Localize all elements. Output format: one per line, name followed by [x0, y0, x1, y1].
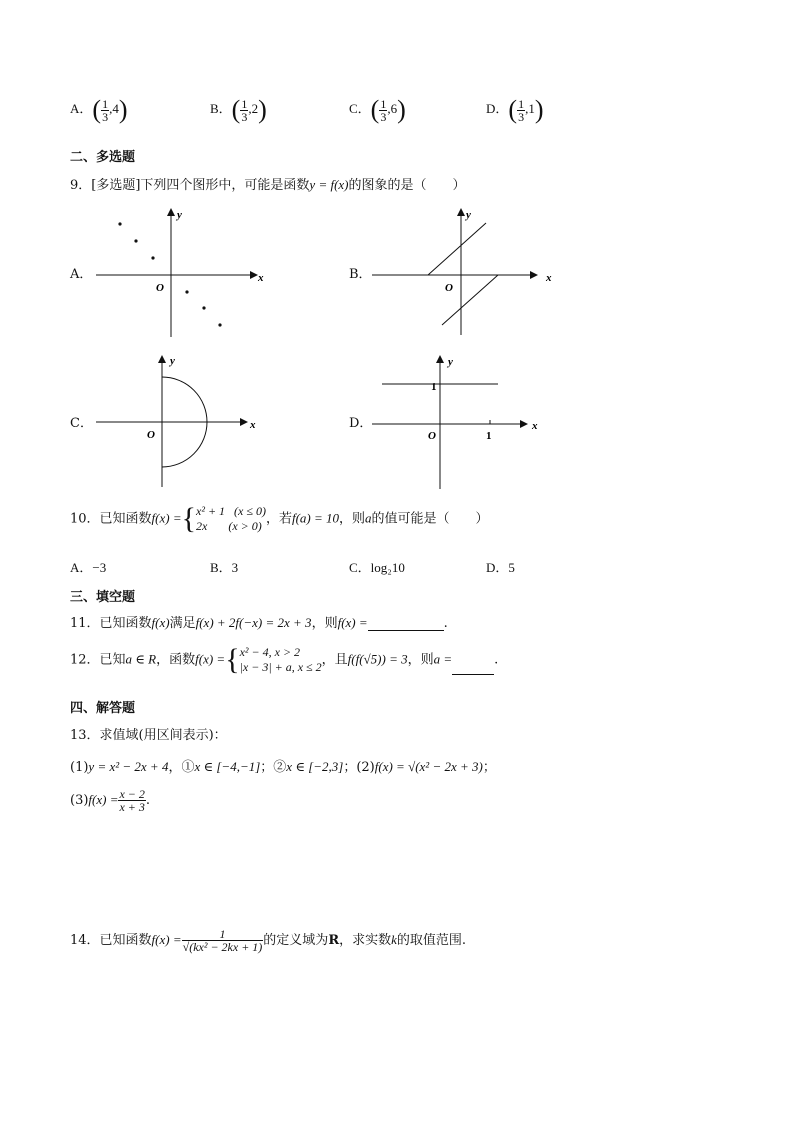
q9-graph-c [90, 352, 290, 492]
q9-a-axis-x: x [258, 272, 264, 284]
question-13-part-3: (3)f(x) = $\frac{x - 2}{x + 3}$ . [70, 787, 151, 814]
q9-d-origin: O [428, 430, 436, 442]
q9-b-axis-x: x [546, 272, 552, 284]
q9-graph-d-label: D． [349, 416, 373, 431]
q9-c-axis-x: x [250, 419, 256, 431]
q9-formula: y = f(x) [309, 177, 349, 192]
q9-graph-d [370, 352, 570, 492]
q10-option-a[interactable]: A．−3 [70, 560, 107, 575]
q11-answer-blank[interactable] [368, 616, 444, 631]
section-heading-multiple-choice: 二、多选题 [70, 150, 136, 165]
question-14: 14．已知函数f(x) = $\frac{1}{\text{√(kx² − 2kx + 1)}}$ 的定义域为R，求实数k的取值范围. [70, 927, 467, 954]
q8-option-a[interactable]: A．( $\frac{1}{3}$ ,4) [70, 95, 128, 124]
q9-a-axis-y: y [177, 209, 182, 221]
q8-option-c[interactable]: C．( $\frac{1}{3}$ ,6) [349, 95, 406, 124]
q9-b-origin: O [445, 282, 453, 294]
q9-d-tick-y: 1 [431, 381, 437, 393]
question-13-title: 13．求值域(用区间表示)： [70, 728, 227, 743]
q9-c-origin: O [147, 429, 155, 441]
q8-option-b[interactable]: B．( $\frac{1}{3}$ ,2) [210, 95, 267, 124]
q10-option-c[interactable]: C．log₂10 [349, 560, 405, 575]
q9-d-tick-x: 1 [486, 430, 492, 442]
q9-b-axis-y: y [466, 209, 471, 221]
q9-c-axis-y: y [170, 355, 175, 367]
q9-graph-b [370, 205, 570, 340]
q9-d-axis-y: y [448, 356, 453, 368]
q9-graph-a-label: A． [70, 267, 93, 282]
q9-graph-b-label: B． [349, 267, 372, 282]
section-heading-fill-in: 三、填空题 [70, 590, 136, 605]
q9-graph-a [90, 205, 290, 340]
question-10: 10．已知函数f(x) ={ x² + 1 (x ≤ 0) 2x (x > 0) ，若f(a) = 10，则a的值可能是（ ） [70, 502, 489, 535]
question-13-part-1-2: (1)y = x² − 2x + 4，①x ∈ [−4,−1]；②x ∈ [−2,3]；(2)f(x) = √(x² − 2x + 3)； [70, 759, 496, 775]
q8-option-d[interactable]: D．( $\frac{1}{3}$ ,1) [486, 95, 544, 124]
q12-answer-blank[interactable] [452, 660, 494, 675]
section-heading-solution: 四、解答题 [70, 701, 136, 716]
q10-option-d[interactable]: D．5 [486, 560, 515, 575]
q10-option-b[interactable]: B．3 [210, 560, 239, 575]
q9-d-axis-x: x [532, 420, 538, 432]
q9-graph-c-label: C． [70, 416, 93, 431]
q9-a-origin: O [156, 282, 164, 294]
question-9: 9．[多选题]下列四个图形中，可能是函数y = f(x)的图象的是（ ） [70, 177, 466, 193]
question-11: 11．已知函数f(x)满足f(x) + 2f(−x) = 2x + 3，则f(x) = . [70, 615, 448, 631]
question-12: 12．已知a ∈ R，函数f(x) ={ x² − 4, x > 2 |x − 3| + a, x ≤ 2 ，且f(f(√5)) = 3，则a = . [70, 643, 499, 676]
